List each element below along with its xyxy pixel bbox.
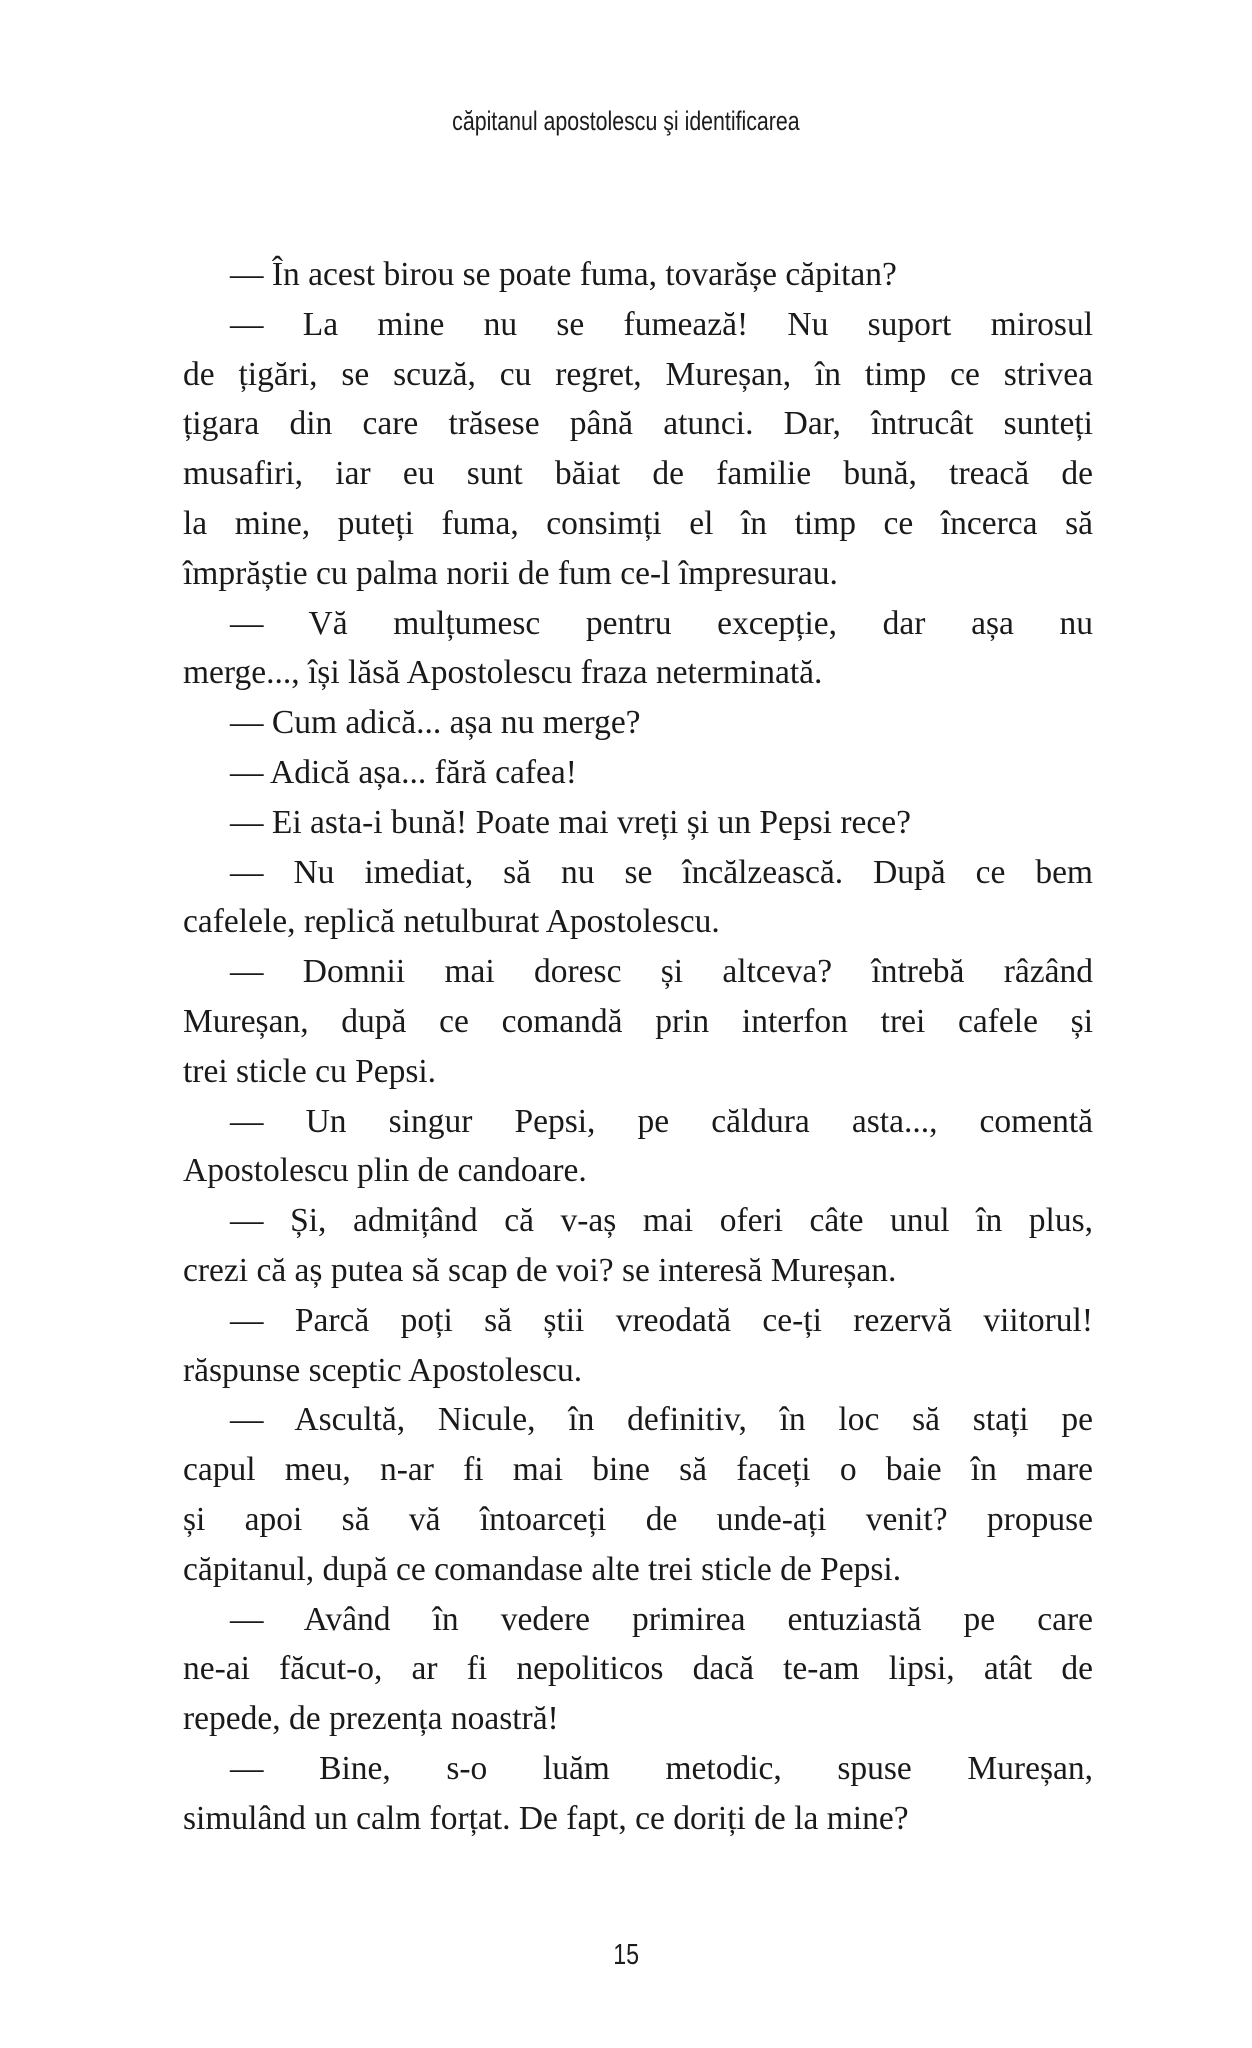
text-line: — În acest birou se poate fuma, tovarășe căpitan? xyxy=(230,256,897,293)
text-line: ne-ai făcut-o, ar fi nepoliticos dacă te-am lipsi, atât de xyxy=(183,1650,1093,1688)
text-line: — Și, admițând că v-aș mai oferi câte unul în plus, xyxy=(230,1202,1093,1240)
body-text xyxy=(183,250,1093,1844)
text-line: și apoi să vă întoarceți de unde-ați venit? propuse xyxy=(183,1500,1093,1538)
text-line: — Un singur Pepsi, pe căldura asta..., comentă xyxy=(230,1102,1093,1140)
text-line: — Domnii mai doresc și altceva? întrebă râzând xyxy=(230,953,1093,991)
text-line: Mureșan, după ce comandă prin interfon trei cafele și xyxy=(183,1002,1093,1040)
page-number-text: 15 xyxy=(613,1939,639,1971)
text-line: — Ascultă, Nicule, în definitiv, în loc să stați pe xyxy=(230,1401,1093,1439)
text-line: capul meu, n-ar fi mai bine să faceți o baie în mare xyxy=(183,1451,1093,1489)
page-number xyxy=(0,1938,1252,1972)
text-line: simulând un calm forțat. De fapt, ce doriți de la mine? xyxy=(183,1799,909,1837)
text-line: de țigări, se scuză, cu regret, Mureșan, în timp ce strivea xyxy=(183,355,1093,393)
text-line: — Bine, s-o luăm metodic, spuse Mureșan, xyxy=(230,1749,1093,1787)
text-line: cafelele, replică netulburat Apostolescu. xyxy=(183,903,720,941)
text-line: răspunse sceptic Apostolescu. xyxy=(183,1351,583,1389)
text-line: trei sticle cu Pepsi. xyxy=(183,1052,437,1090)
running-head xyxy=(0,104,1252,138)
running-head-text: căpitanul apostolescu şi identificarea xyxy=(452,106,800,136)
text-line: — La mine nu se fumează! Nu suport mirosul xyxy=(230,305,1093,343)
text-line: țigara din care trăsese până atunci. Dar, întrucât sunteți xyxy=(183,405,1093,443)
text-line: la mine, puteți fuma, consimți el în timp ce încerca să xyxy=(183,504,1093,542)
text-line: — Cum adică... așa nu merge? xyxy=(230,704,641,742)
text-line: — Parcă poți să știi vreodată ce-ți rezervă viitorul! xyxy=(230,1301,1093,1339)
text-line: musafiri, iar eu sunt băiat de familie bună, treacă de xyxy=(183,455,1093,493)
text-line: împrăștie cu palma norii de fum ce-l împresurau. xyxy=(183,554,838,592)
text-line: — Nu imediat, să nu se încălzească. După ce bem xyxy=(230,853,1093,891)
text-line: crezi că aș putea să scap de voi? se interesă Mureșan. xyxy=(183,1251,897,1289)
text-line: repede, de prezența noastră! xyxy=(183,1700,559,1738)
text-line: Apostolescu plin de candoare. xyxy=(183,1152,587,1190)
text-line: — Vă mulțumesc pentru excepție, dar așa nu xyxy=(230,604,1093,642)
text-line: merge..., își lăsă Apostolescu fraza neterminată. xyxy=(183,654,823,692)
text-line: — Ei asta-i bună! Poate mai vreți și un Pepsi rece? xyxy=(230,803,911,841)
text-line: — Adică așa... fără cafea! xyxy=(230,753,577,791)
text-line: căpitanul, după ce comandase alte trei sticle de Pepsi. xyxy=(183,1550,902,1588)
text-line: — Având în vedere primirea entuziastă pe care xyxy=(230,1600,1093,1638)
